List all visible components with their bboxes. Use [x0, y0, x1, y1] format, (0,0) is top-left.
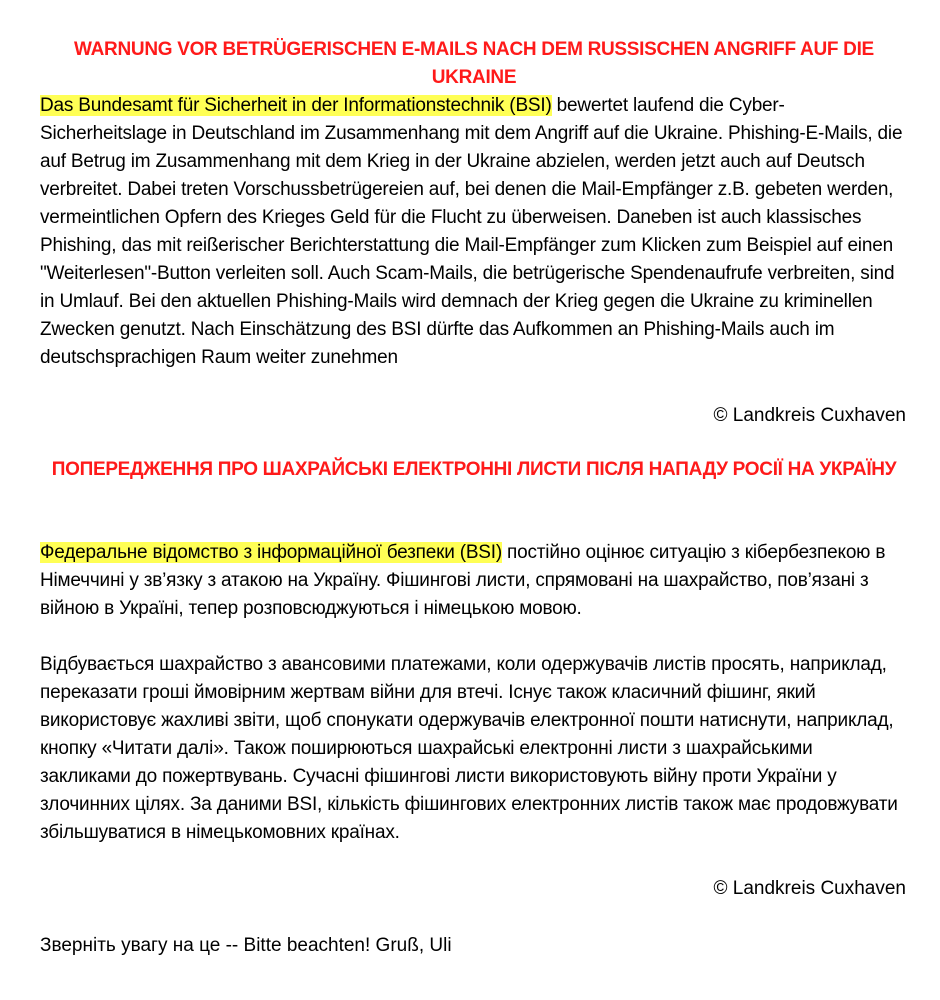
ukrainian-highlight: Федеральне відомство з інформаційної безпеки (BSI) — [40, 542, 502, 563]
ukrainian-paragraph-2: Відбувається шахрайство з авансовими платежами, коли одержувачів листів просять, наприклад, переказати гроші ймовірним жертвам війни для втечі. Існує також класичний фішинг, який використовує жахливі звіти, щоб спонукати одержувачів електронної пошти натиснути, наприклад, кнопку «Читати далі». Також поширюються шахрайські електронні листи з шахрайськими закликами до пожертвувань. Сучасні фішингові листи використовують війну проти України у злочинних цілях. За даними BSI, кількість фішингових електронних листів також має продовжувати збільшуватися в німецькомовних країнах. — [40, 654, 898, 843]
german-heading: WARNUNG VOR BETRÜGERISCHEN E-MAILS NACH DEM RUSSISCHEN ANGRIFF AUF DIE UKRAINE — [74, 39, 874, 88]
german-body: bewertet laufend die Cyber-Sicherheitslage in Deutschland im Zusammenhang mit dem Angriff auf die Ukraine. Phishing-E-Mails, die auf Betrug im Zusammenhang mit dem Krieg in der Ukraine abzielen, werden jetzt auch auf Deutsch verbreitet. Dabei treten Vorschussbetrügereien auf, bei denen die Mail-Empfänger z.B. gebeten werden, vermeintlichen Opfern des Krieges Geld für die Flucht zu überweisen. Daneben ist auch klassisches Phishing, das mit reißerischer Berichterstattung die Mail-Empfänger zum Klicken zum Beispiel auf einen "Weiterlesen"-Button verleiten soll. Auch Scam-Mails, die betrügerische Spendenaufrufe verbreiten, sind in Umlauf. Bei den aktuellen Phishing-Mails wird demnach der Krieg gegen die Ukraine zu kriminellen Zwecken genutzt. Nach Einschätzung des BSI dürfte das Aufkommen an Phishing-Mails auch im deutschsprachigen Raum weiter zunehmen — [40, 95, 903, 368]
ukrainian-heading: ПОПЕРЕДЖЕННЯ ПРО ШАХРАЙСЬКІ ЕЛЕКТРОННІ ЛИСТИ ПІСЛЯ НАПАДУ РОСІЇ НА УКРАЇНУ — [51, 459, 897, 480]
german-credit: © Landkreis Cuxhaven — [713, 405, 906, 426]
ukrainian-body-1: постійно оцінює ситуацію з кібербезпекою в Німеччині у зв’язку з атакою на Україну. Фішингові листи, спрямовані на шахрайство, пов’язані з війною в Україні, тепер розповсюджуються і німецькою мовою. — [40, 542, 886, 619]
ukrainian-credit: © Landkreis Cuxhaven — [713, 878, 906, 899]
footer-note: Зверніть увагу на це -- Bitte beachten! Gruß, Uli — [40, 935, 452, 956]
ukrainian-paragraph-1 — [40, 539, 908, 623]
german-highlight: Das Bundesamt für Sicherheit in der Informationstechnik (BSI) — [40, 95, 552, 116]
german-paragraph — [40, 92, 908, 372]
